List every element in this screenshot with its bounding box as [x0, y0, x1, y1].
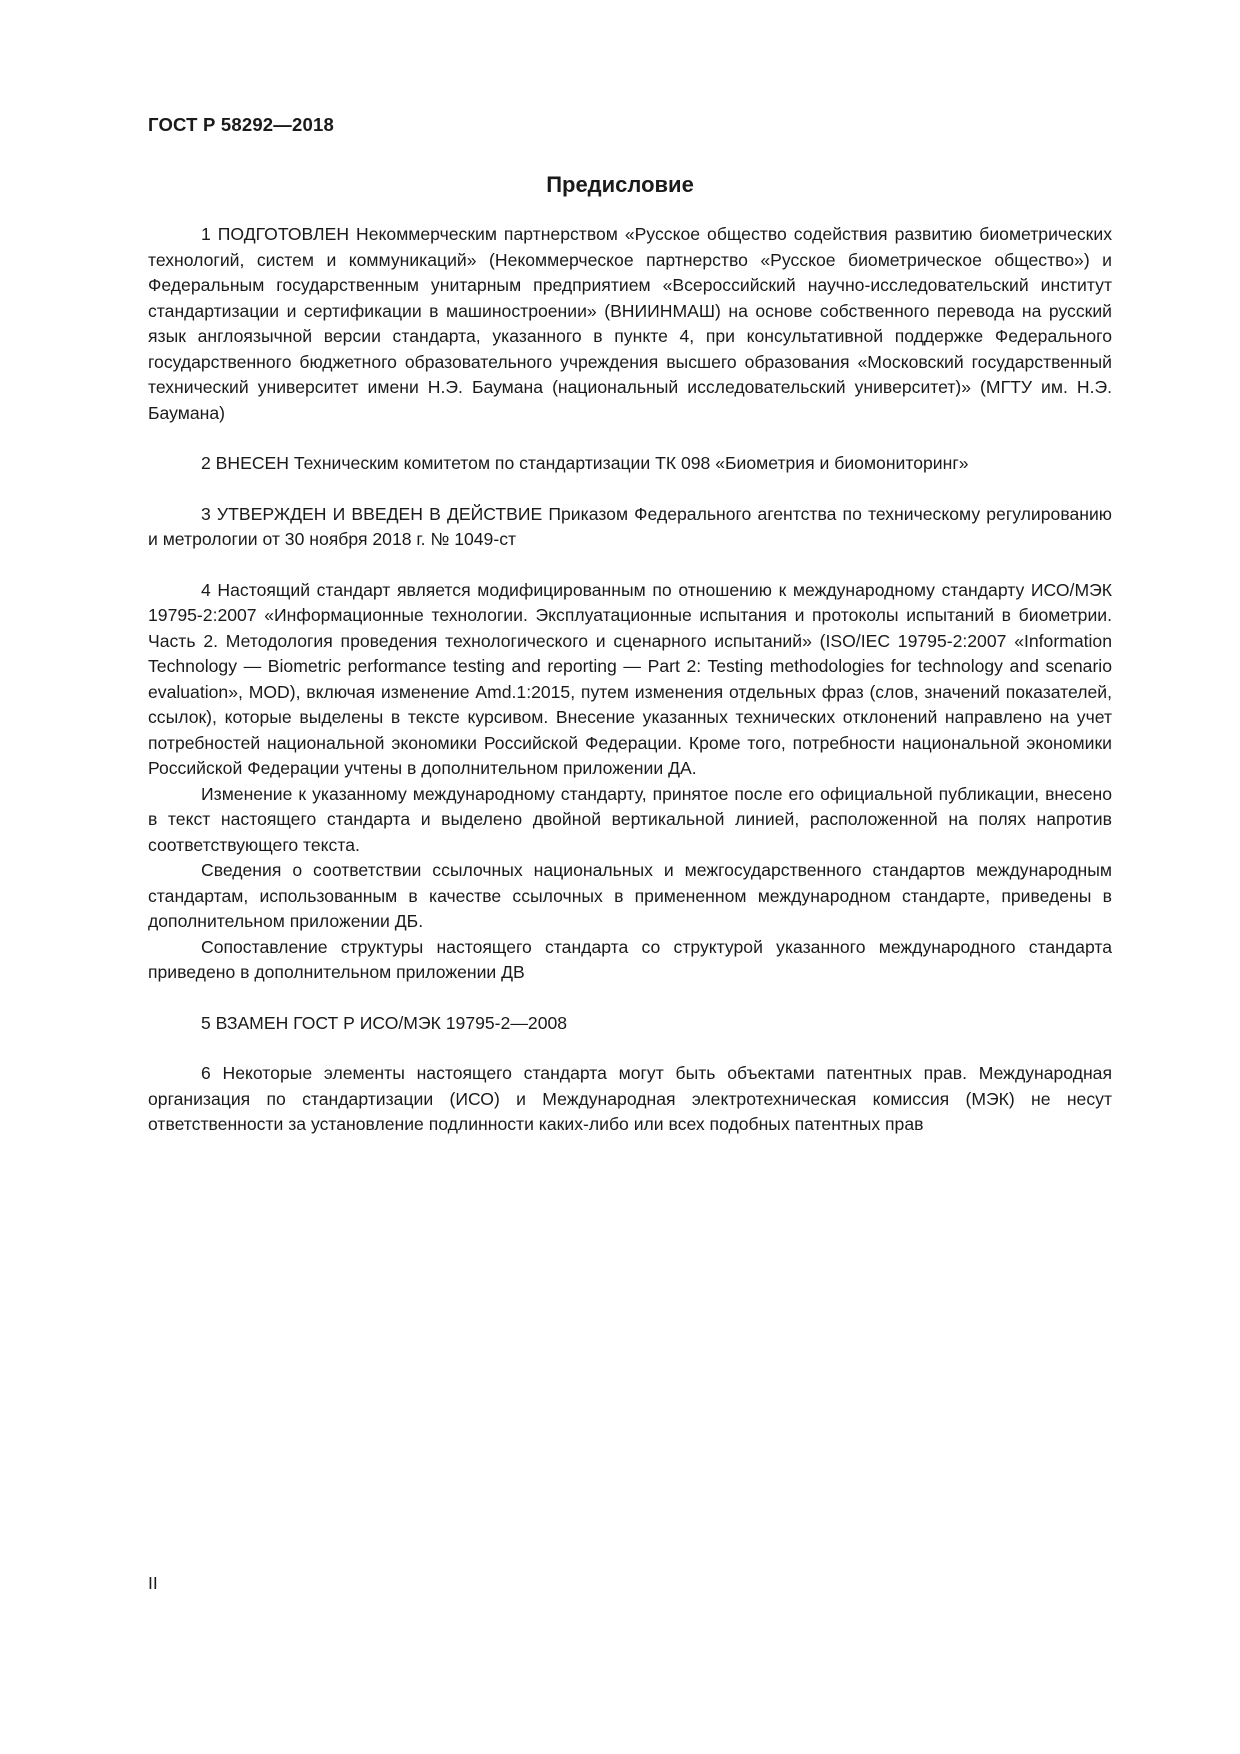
paragraph-amendment-note: Изменение к указанному международному стандарту, принятое после его официальной публикации, внесено в текст настоящего стандарта и выделено двойной вертикальной линией, расположенной на полях напротив соответствующего текста.	[148, 783, 1112, 855]
paragraph-modification: 4 Настоящий стандарт является модифицированным по отношению к международному стандарту ИСО/МЭК 19795-2:2007 «Информационные технологии. Эксплуатационные испытания и протоколы испытаний в биометрии. Часть 2. Методология проведения технологического и сценарного испытаний» (ISO/IEC 19795-2:2007 «Information Technology — Biometric performance testing and reporting — Part 2: Testing methodologies for technology and scenario evaluation», MOD), включая изменение Amd.1:2015, путем изменения отдельных фраз (слов, значений показателей, ссылок), которые выделены в тексте курсивом. Внесение указанных технических отклонений направлено на учет потребностей национальной экономики Российской Федерации. Кроме того, потребности национальной экономики Российской Федерации учтены в дополнительном приложении ДА.	[148, 579, 1112, 778]
paragraph-patent-rights: 6 Некоторые элементы настоящего стандарта могут быть объектами патентных прав. Международная организация по стандартизации (ИСО) и Международная электротехническая комиссия (МЭК) не несут ответственности за установление подлинности каких-либо или всех подобных патентных прав	[148, 1063, 1112, 1134]
paragraph-approved: 3 УТВЕРЖДЕН И ВВЕДЕН В ДЕЙСТВИЕ Приказом Федерального агентства по техническому регулированию и метрологии от 30 ноября 2018 г. № 1049-ст	[148, 503, 1112, 549]
foreword-body	[148, 222, 1112, 1138]
paragraph-reference-standards: Сведения о соответствии ссылочных национальных и межгосударственного стандартов международным стандартам, использованным в качестве ссылочных в примененном международном стандарте, приведены в дополнительном приложении ДБ.	[148, 860, 1112, 931]
paragraph-prepared-by: 1 ПОДГОТОВЛЕН Некоммерческим партнерством «Русское общество содействия развитию биометрических технологий, систем и коммуникаций» (Некоммерческое партнерство «Русское биометрическое общество») и Федеральным государственным унитарным предприятием «Всероссийский научно-исследовательский институт стандартизации и сертификации в машиностроении» (ВНИИНМАШ) на основе собственного перевода на русский язык англоязычной версии стандарта, указанного в пункте 4, при консультативной поддержке Федерального государственного бюджетного образовательного учреждения высшего образования «Московский государственный технический университет имени Н.Э. Баумана (национальный исследовательский университет)» (МГТУ им. Н.Э. Баумана)	[148, 224, 1112, 423]
section-title: Предисловие	[546, 172, 694, 197]
paragraph-replaces: 5 ВЗАМЕН ГОСТ Р ИСО/МЭК 19795-2—2008	[201, 1012, 568, 1033]
page-number: II	[148, 1573, 158, 1593]
document-code: ГОСТ Р 58292—2018	[148, 114, 334, 135]
paragraph-structure-comparison: Сопоставление структуры настоящего стандарта со структурой указанного международного стандарта приведено в дополнительном приложении ДВ	[148, 936, 1112, 982]
paragraph-introduced-by: 2 ВНЕСЕН Техническим комитетом по стандартизации ТК 098 «Биометрия и биомониторинг»	[201, 453, 969, 473]
